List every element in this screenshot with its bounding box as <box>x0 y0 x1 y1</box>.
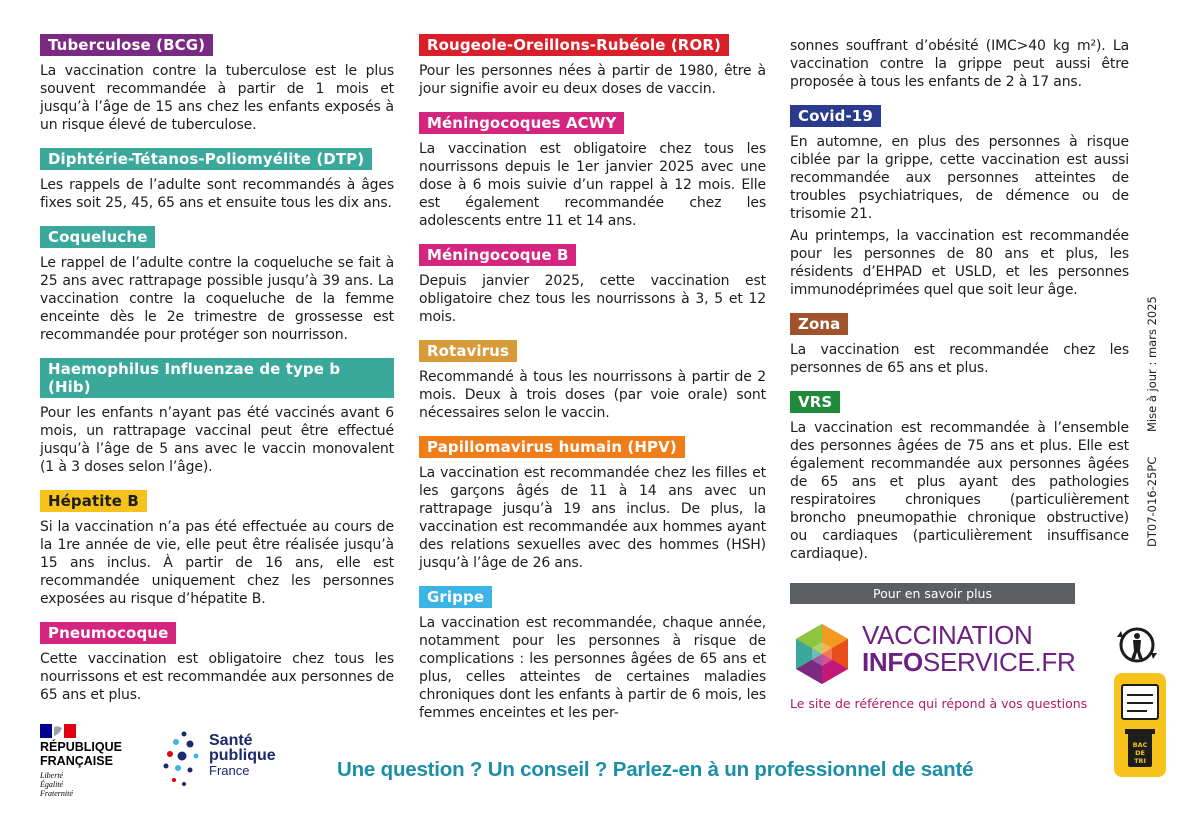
vaccine-description: La vaccination est recommandée chez les personnes de 65 ans et plus. <box>790 342 1129 376</box>
column-1 <box>40 34 394 718</box>
vaccine-description: La vaccination est obligatoire chez tous les nourrissons depuis le 1er janvier 2025 avec une dose à 6 mois suivie d’un rappel à 12 mois. Elle est également recommandée chez les adolescents entre 11 et 14 ans. <box>419 141 766 229</box>
vaccine-section <box>790 391 1129 563</box>
vaccine-description: La vaccination contre la tuberculose est le plus souvent recommandée à partir de 1 mois et jusqu’à l’âge de 15 ans chez les enfants exposés à un risque élevé de tuberculose. <box>40 63 394 133</box>
vaccine-description: La vaccination est recommandée, chaque année, notamment pour les personnes à risque de complications : les personnes âgées de 65 ans et plus, celles atteintes de certaines maladies chroniques dont les enfants à partir de 6 mois, les femmes enceintes et les per- <box>419 615 766 721</box>
bin-label-de: DE <box>1135 749 1145 757</box>
document-update-date: Mise à jour : mars 2025 <box>1145 296 1159 432</box>
motto-fraternite: Fraternité <box>40 789 73 798</box>
vaccine-description: La vaccination est recommandée à l’ensemble des personnes âgées de 75 ans et plus. Elle est également recommandée aux personnes âgées de 65 ans et plus ayant des pathologies respiratoires chroniques (particulièrement broncho pneumopathie chronique obstructive) ou cardiaques (particulièrement insuffisance cardiaque). <box>790 420 1129 562</box>
vaccination-info-service-logo-icon <box>790 622 854 686</box>
republique-line2: FRANÇAISE <box>40 754 113 768</box>
sante-publique-line1: Santé <box>209 732 253 749</box>
vaccine-description: Le rappel de l’adulte contre la coqueluche se fait à 25 ans avec rattrapage possible jusqu’à 39 ans. La vaccination contre la coqueluche de la femme enceinte dès le 2e trimestre de grossesse est recommandée pour protéger son nourrisson. <box>40 255 394 343</box>
vaccine-section <box>419 34 766 98</box>
vaccine-title-tag: Papillomavirus humain (HPV) <box>419 436 685 458</box>
sante-publique-line3: France <box>209 763 250 778</box>
vaccine-section <box>419 340 766 422</box>
vaccine-description: Depuis janvier 2025, cette vaccination est obligatoire chez tous les nourrissons à 3, 5 et 12 mois. <box>419 273 766 325</box>
vis-title-line1: VACCINATION <box>862 620 1033 650</box>
vis-subtitle: Le site de référence qui répond à vos questions <box>790 696 1088 711</box>
vaccine-title-tag: Méningocoques ACWY <box>419 112 624 134</box>
vaccine-title-tag: VRS <box>790 391 840 413</box>
footer-question: Une question ? Un conseil ? Parlez-en à un professionnel de santé <box>337 758 974 781</box>
vaccine-section <box>40 226 394 344</box>
vaccine-title-tag: Hépatite B <box>40 490 147 512</box>
vaccine-section <box>790 313 1129 377</box>
vaccine-description: Si la vaccination n’a pas été effectuée au cours de la 1re année de vie, elle peut être réalisée jusqu’à 15 ans inclus. À partir de 16 ans, elle est recommandée uniquement chez les personnes exposées au risque d’hépatite B. <box>40 519 394 607</box>
vaccine-section <box>790 105 1129 299</box>
vaccine-description: En automne, en plus des personnes à risque ciblée par la grippe, cette vaccination est aussi recommandée aux personnes atteintes de troubles psychiatriques, de démence ou de trisomie 21. <box>790 134 1129 222</box>
vaccine-title-tag: Haemophilus Influenzae de type b (Hib) <box>40 358 394 398</box>
vaccine-section <box>419 244 766 326</box>
vaccine-description: La vaccination est recommandée chez les filles et les garçons âgés de 11 à 14 ans avec un rattrapage jusqu’à 19 ans inclus. De plus, la vaccination est recommandée aux hommes ayant des relations sexuelles avec des hommes (HSH) jusqu’à l’âge de 26 ans. <box>419 465 766 571</box>
vis-title-line2 <box>862 647 1075 678</box>
vaccine-description: Les rappels de l’adulte sont recommandés à âges fixes soit 25, 45, 65 ans et ensuite tous les dix ans. <box>40 177 394 211</box>
republique-line1: RÉPUBLIQUE <box>40 740 122 754</box>
vaccine-title-tag: Tuberculose (BCG) <box>40 34 213 56</box>
vaccine-title-tag: Zona <box>790 313 848 335</box>
document-code: DT07-016-25PC <box>1145 456 1159 547</box>
vaccine-title-tag: Pneumocoque <box>40 622 176 644</box>
marianne-flag-icon <box>40 724 76 738</box>
vaccine-title-tag: Coqueluche <box>40 226 155 248</box>
motto-egalite: Égalité <box>40 780 64 789</box>
side-reference <box>1145 296 1165 550</box>
vaccine-description: Recommandé à tous les nourrissons à partir de 2 mois. Deux à trois doses (par voie orale) sont nécessaires selon le vaccin. <box>419 369 766 421</box>
column-3 <box>790 37 1129 577</box>
vis-title-info: INFO <box>862 647 923 677</box>
sante-publique-france-label <box>209 733 276 778</box>
vaccine-description: Pour les enfants n’ayant pas été vaccinés avant 6 mois, un rattrapage vaccinal peut être effectué jusqu’à l’âge de 5 ans avec le vaccin monovalent (1 à 3 doses selon l’âge). <box>40 405 394 475</box>
vaccine-section <box>419 586 766 722</box>
sante-publique-france-logo-icon <box>162 728 206 792</box>
vaccine-section <box>40 34 394 134</box>
recycling-bin-icon <box>1114 673 1166 777</box>
motto-liberte: Liberté <box>40 771 64 780</box>
vaccine-section <box>419 436 766 572</box>
vaccine-section <box>40 148 394 212</box>
vaccine-section <box>40 490 394 608</box>
bin-label-bac: BAC <box>1132 741 1148 749</box>
vaccine-title-tag: Rougeole-Oreillons-Rubéole (ROR) <box>419 34 729 56</box>
vaccine-section <box>40 358 394 476</box>
vaccine-title-tag: Grippe <box>419 586 492 608</box>
republique-francaise-label <box>40 740 122 768</box>
vaccine-section <box>419 112 766 230</box>
vaccine-title-tag: Méningocoque B <box>419 244 576 266</box>
vaccine-description: Cette vaccination est obligatoire chez tous les nourrissons et est recommandée aux personnes de 65 ans et plus. <box>40 651 394 703</box>
vis-title-service: SERVICE.FR <box>922 647 1076 677</box>
more-info-banner: Pour en savoir plus <box>790 583 1075 604</box>
vaccine-title-tag: Diphtérie-Tétanos-Poliomyélite (DTP) <box>40 148 372 170</box>
triman-recycling-icon <box>1113 623 1161 667</box>
vaccine-title-tag: Covid-19 <box>790 105 881 127</box>
column-2 <box>419 34 766 736</box>
vaccine-description: Au printemps, la vaccination est recommandée pour les personnes de 80 ans et plus, les résidents d’EHPAD et USLD, et les personnes immunodéprimées quel que soit leur âge. <box>790 228 1129 298</box>
column-3-intro: sonnes souffrant d’obésité (IMC>40 kg m²). La vaccination contre la grippe peut aussi être proposée à tous les enfants de 2 à 17 ans. <box>790 38 1129 90</box>
bin-label-tri: TRI <box>1134 757 1146 765</box>
vaccine-description: Pour les personnes nées à partir de 1980, être à jour signifie avoir eu deux doses de vaccin. <box>419 63 766 97</box>
vaccine-section <box>40 622 394 704</box>
vaccine-title-tag: Rotavirus <box>419 340 517 362</box>
republique-motto <box>40 771 73 798</box>
sante-publique-line2: publique <box>209 747 276 764</box>
